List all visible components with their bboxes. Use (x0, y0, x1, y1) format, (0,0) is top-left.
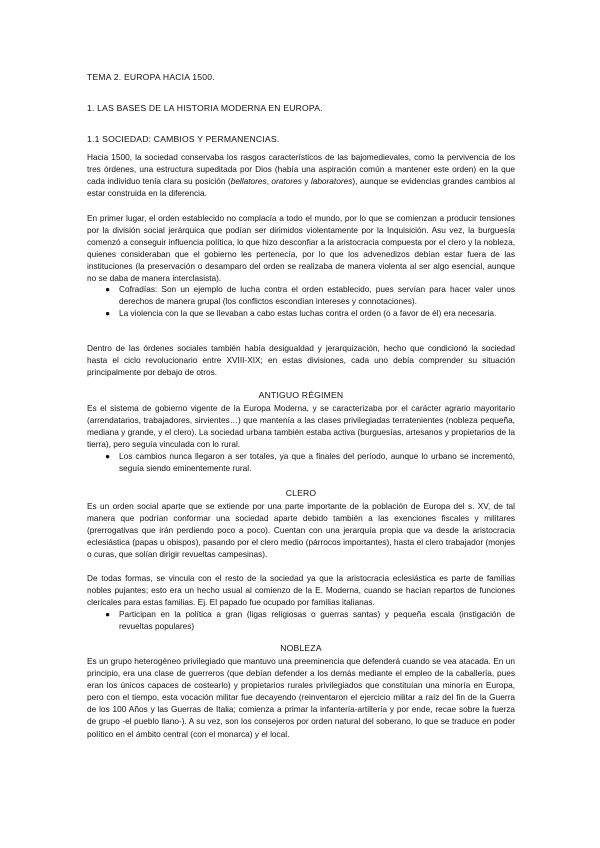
nobleza-heading: NOBLEZA (280, 643, 322, 653)
section-heading-1: 1. LAS BASES DE LA HISTORIA MODERNA EN EUROPA. (87, 103, 323, 113)
list-item: ● Cofradías: Son un ejemplo de lucha contra el orden establecido, pues servían para hacer valer unos derechos de manera grupal (los conflictos escondían intereses y connotaciones). (105, 284, 515, 307)
paragraph-nobleza: Es un grupo heterogéneo privilegiado que mantuvo una preeminencia que defenderá cuando se vea atacada. En un principio, era una clase de guerreros (que debían defender a los demás mediante el empleo de la caballería, pues eran los únicos capaces de costearlo) y propietarios rurales privilegiados que constituían una minoría en Europa, pero con el tiempo, esta vocación militar fue decayendo (reinventaron el ejercicio militar a raíz del fin de la Guerra de los 100 Años y las Guerras de Italia; comienza a primar la infantería-artillería y por ende, recae sobre la fuerza de grupo -el pueblo llano-). A su vez, son los consejeros por orden natural del soberano, lo que se traduce en poder político en el ámbito central (con el monarca) y el local. (87, 656, 515, 739)
bullet-list-1 (87, 283, 515, 319)
paragraph-clero-1: Es un orden social aparte que se extiende por una parte importante de la población de Europa del s. XV, de tal manera que podrían conformar una sociedad aparte debido también a las exenciones fiscales y militares (prerrogativas que irán perdiendo poco a poco). Cuentan con una jerarquía propia que va desde la aristocracia eclesiástica (papas u obispos), pasando por el clero medio (párrocos importantes), hasta el clero trabajador (monjes o curas, que solían dirigir revueltas campesinas). (87, 501, 515, 560)
document-title: TEMA 2. EUROPA HACIA 1500. (87, 72, 215, 82)
section-heading-1-1: 1.1 SOCIEDAD: CAMBIOS Y PERMANENCIAS. (87, 134, 280, 144)
clero-heading: CLERO (285, 488, 317, 498)
list-item: ● La violencia con la que se llevaban a cabo estas luchas contra el orden (o a favor de él) era necesaria. (105, 308, 497, 319)
list-item: ● Participan en la política a gran (ligas religiosas o guerras santas) y pequeña escala (instigación de revueltas populares) (105, 609, 515, 632)
bullet-icon: ● (105, 451, 111, 462)
paragraph-hierarchy: Dentro de las órdenes sociales también había desigualdad y jerarquización, hecho que condicionó la sociedad hasta el ciclo revolucionario entre XVIII-XIX; en estas divisiones, cada uno debía comprender su situación principalmente por debajo de otros. (87, 343, 515, 378)
antiguo-regimen-heading: ANTIGUO RÉGIMEN (258, 390, 344, 400)
paragraph-tensions: En primer lugar, el orden establecido no complacía a todo el mundo, por lo que se comienzan a producir tensiones por la división social jerárquica que podían ser dirimidos violentamente por la Inquisición. Asu vez, la burguesía comenzó a conseguir influencia política, lo que hizo desconfiar a la aristocracia compuesta por el clero y la nobleza, quienes consideraban que el gobierno les pertenecía, por lo que los advenedizos debían estar fuera de las instituciones (la preservación o desamparo del orden se realizaba de manera violenta al ser algo esencial, aunque no se daba de manera interclasista). (87, 213, 515, 284)
paragraph-intro: Hacia 1500, la sociedad conservaba los rasgos característicos de las bajomedievales, como la pervivencia de los tres órdenes, una estructura supeditada por Dios (había una aspiración común a mantener este orden) en la que cada individuo tenía clara su posición (bellatores, oratores y laboratores), aunque se evidencias grandes cambios al estar construida en la diferencia. (87, 152, 515, 199)
bullet-icon: ● (105, 284, 111, 294)
bullet-icon: ● (105, 609, 111, 620)
paragraph-antiguo-regimen: Es el sistema de gobierno vigente de la Europa Moderna, y se caracterizaba por el carácter agrario mayoritario (arrendatarios, trabajadores, sirvientes…) que mantenía a las clases privilegiadas terratenientes (nobleza pequeña, mediana y grande, y el clero). La sociedad urbana también estaba activa (burguesías, artesanos y propietarios de la tierra), pero seguía vinculada con lo rural. ● Los cambios nunca llegaron a ser totales, ya que a finales del período, aunque lo urbano se incrementó, seguía siendo eminentemente rural. (87, 403, 515, 474)
list-item: ● Los cambios nunca llegaron a ser totales, ya que a finales del período, aunque lo urbano se incrementó, seguía siendo eminentemente rural. (105, 451, 515, 474)
bullet-icon: ● (105, 308, 111, 319)
paragraph-clero-2: De todas formas, se vincula con el resto de la sociedad ya que la aristocracia eclesiástica es parte de familias nobles pujantes; esto era un hecho usual al comienzo de la E. Moderna, cuando se hacían repartos de funciones clericales para estas familias. Ej. El papado fue ocupado por familias italianas. ● Participan en la política a gran (ligas religiosas o guerras santas) y pequeña escala (instigación de revueltas populares) (87, 573, 515, 632)
